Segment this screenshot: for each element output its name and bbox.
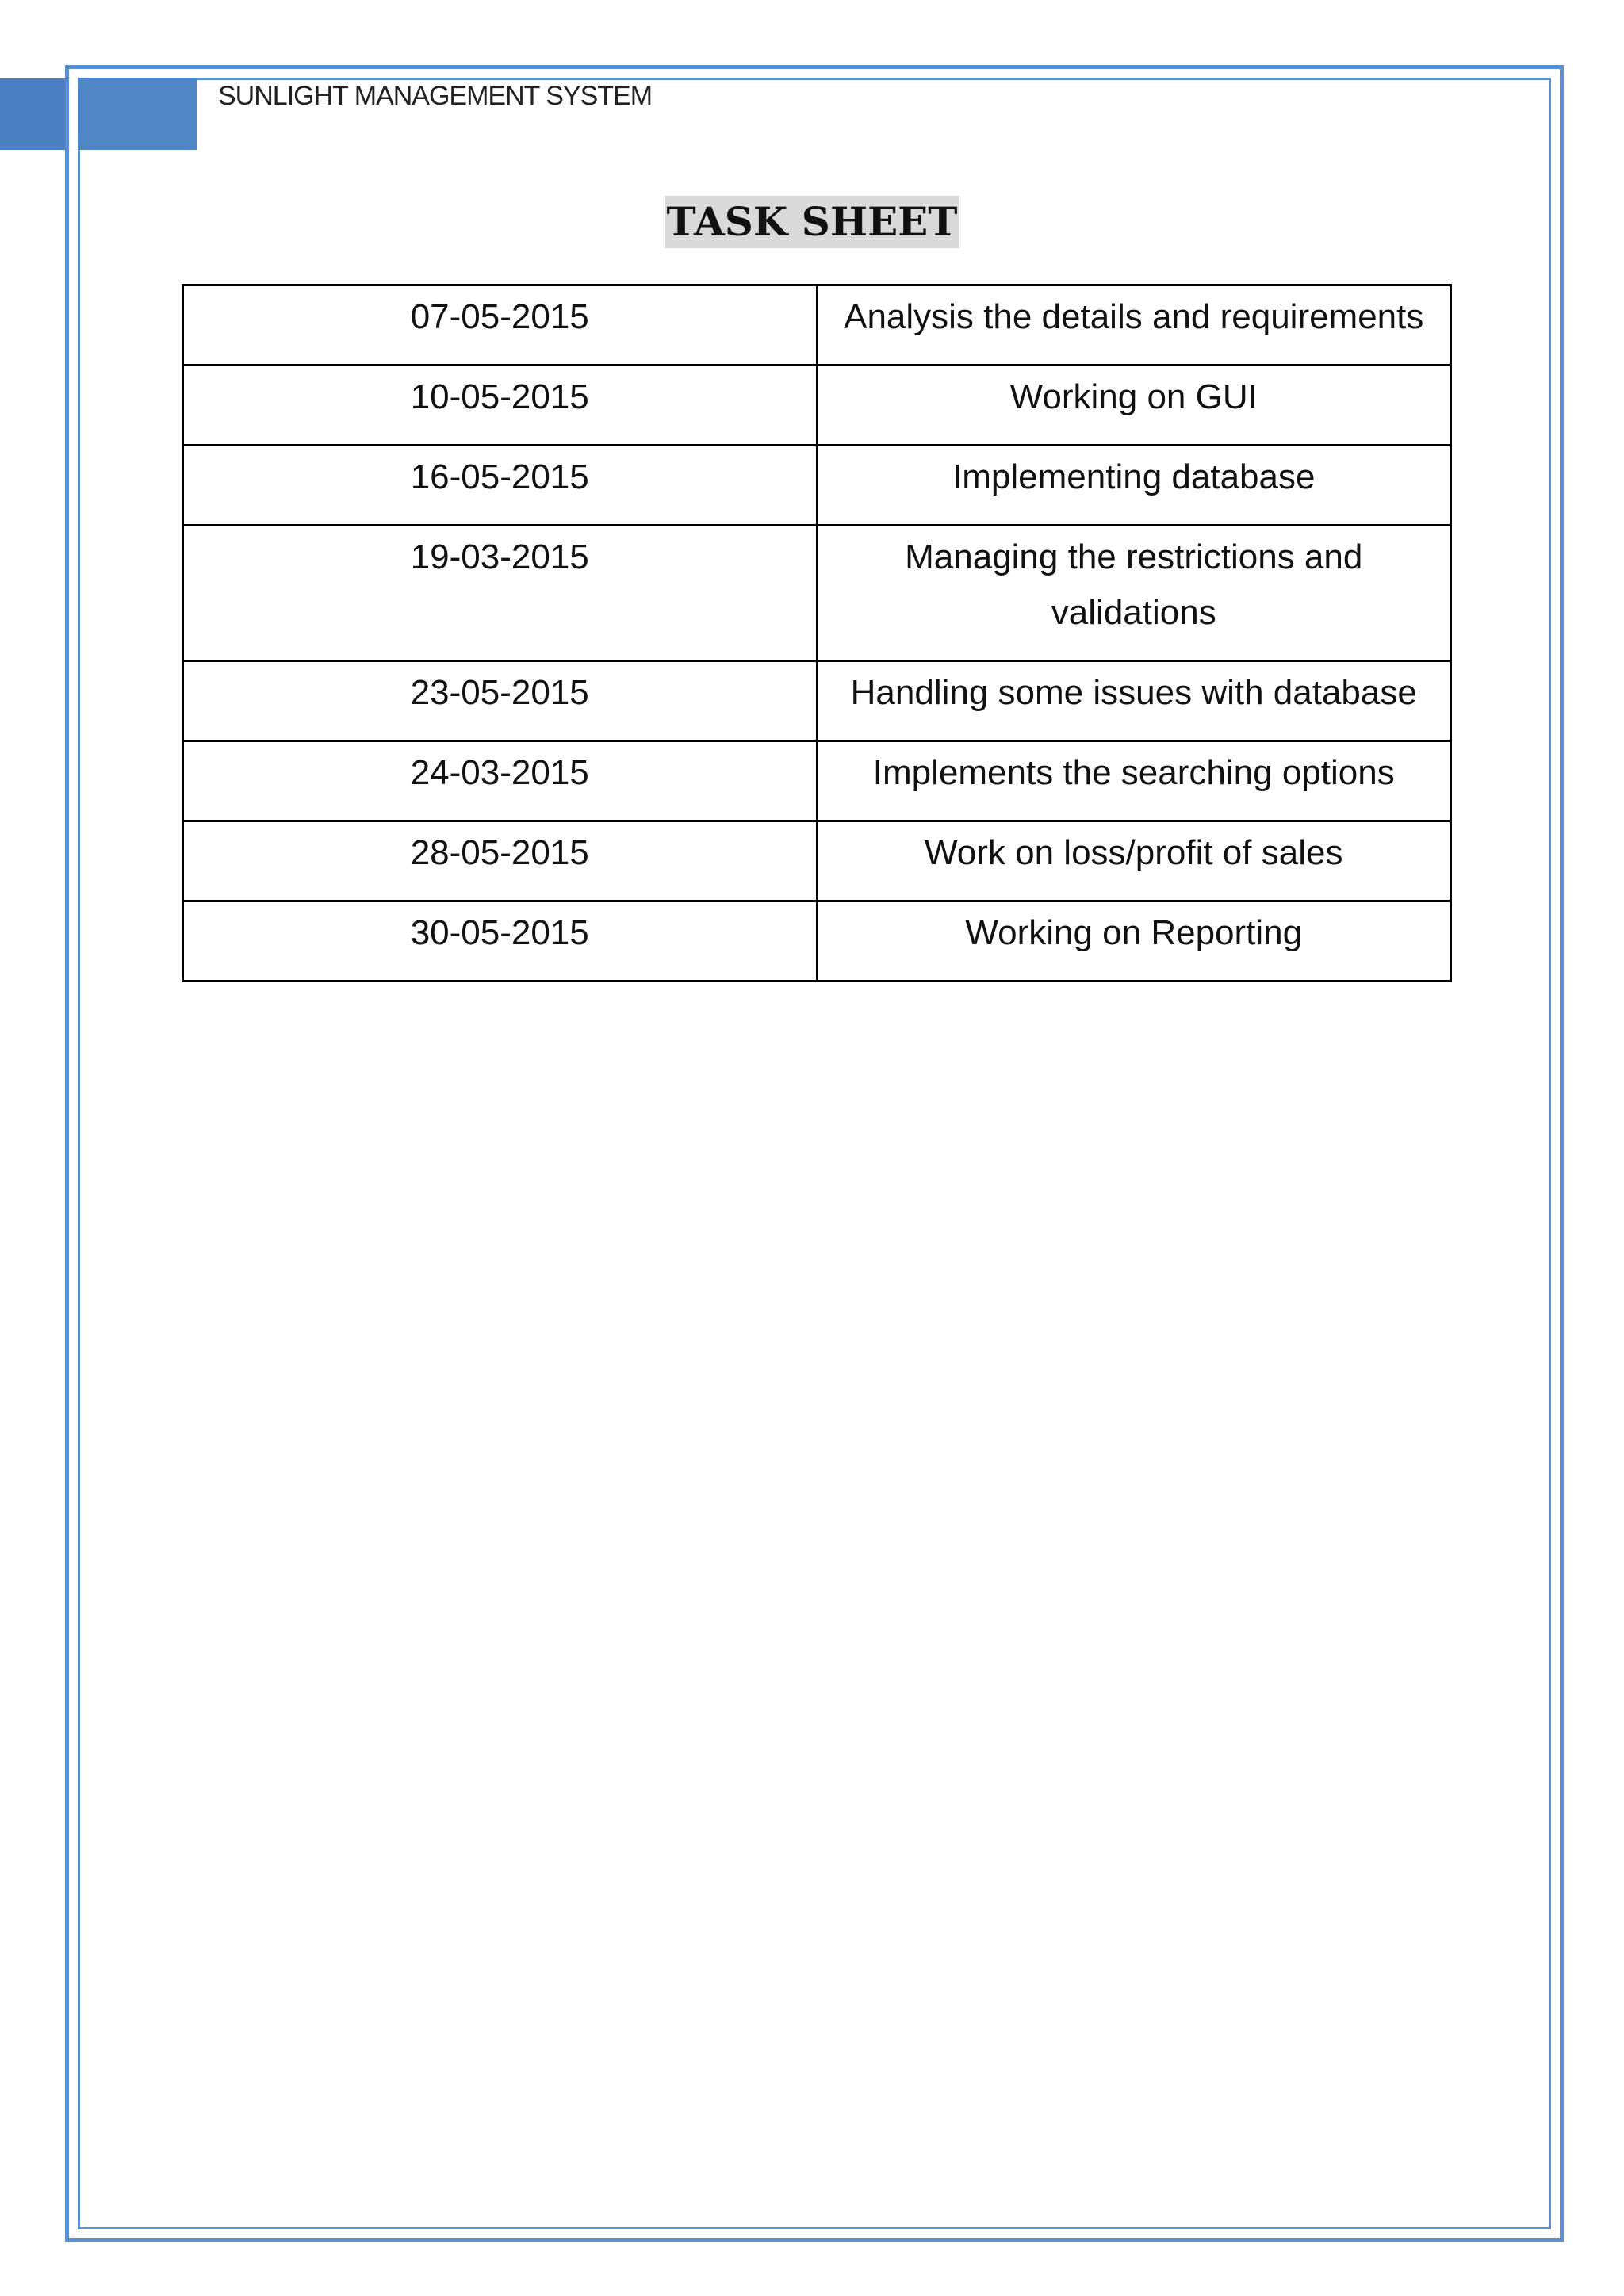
task-date: 19-03-2015 — [183, 526, 818, 661]
task-description: Implements the searching options — [817, 741, 1451, 821]
task-date: 07-05-2015 — [183, 285, 818, 365]
header-tab-left — [0, 78, 65, 150]
task-date: 24-03-2015 — [183, 741, 818, 821]
table-row — [183, 365, 1451, 446]
page-title: TASK SHEET — [665, 196, 959, 248]
table-row — [183, 661, 1451, 741]
table-row — [183, 285, 1451, 365]
task-description: Working on Reporting — [817, 901, 1451, 982]
task-description: Managing the restrictions and validations — [817, 526, 1451, 661]
page-title-wrapper — [0, 196, 1624, 248]
task-description: Handling some issues with database — [817, 661, 1451, 741]
task-description: Working on GUI — [817, 365, 1451, 446]
table-row — [183, 526, 1451, 661]
table-row — [183, 901, 1451, 982]
task-date: 30-05-2015 — [183, 901, 818, 982]
task-description: Work on loss/profit of sales — [817, 821, 1451, 901]
header-title: SUNLIGHT MANAGEMENT SYSTEM — [218, 81, 653, 111]
task-date: 23-05-2015 — [183, 661, 818, 741]
task-date: 16-05-2015 — [183, 446, 818, 526]
table-row — [183, 821, 1451, 901]
task-date: 10-05-2015 — [183, 365, 818, 446]
task-table — [182, 284, 1452, 982]
header-tab — [78, 78, 197, 150]
table-row — [183, 741, 1451, 821]
task-description: Analysis the details and requirements — [817, 285, 1451, 365]
task-date: 28-05-2015 — [183, 821, 818, 901]
table-row — [183, 446, 1451, 526]
task-description: Implementing database — [817, 446, 1451, 526]
